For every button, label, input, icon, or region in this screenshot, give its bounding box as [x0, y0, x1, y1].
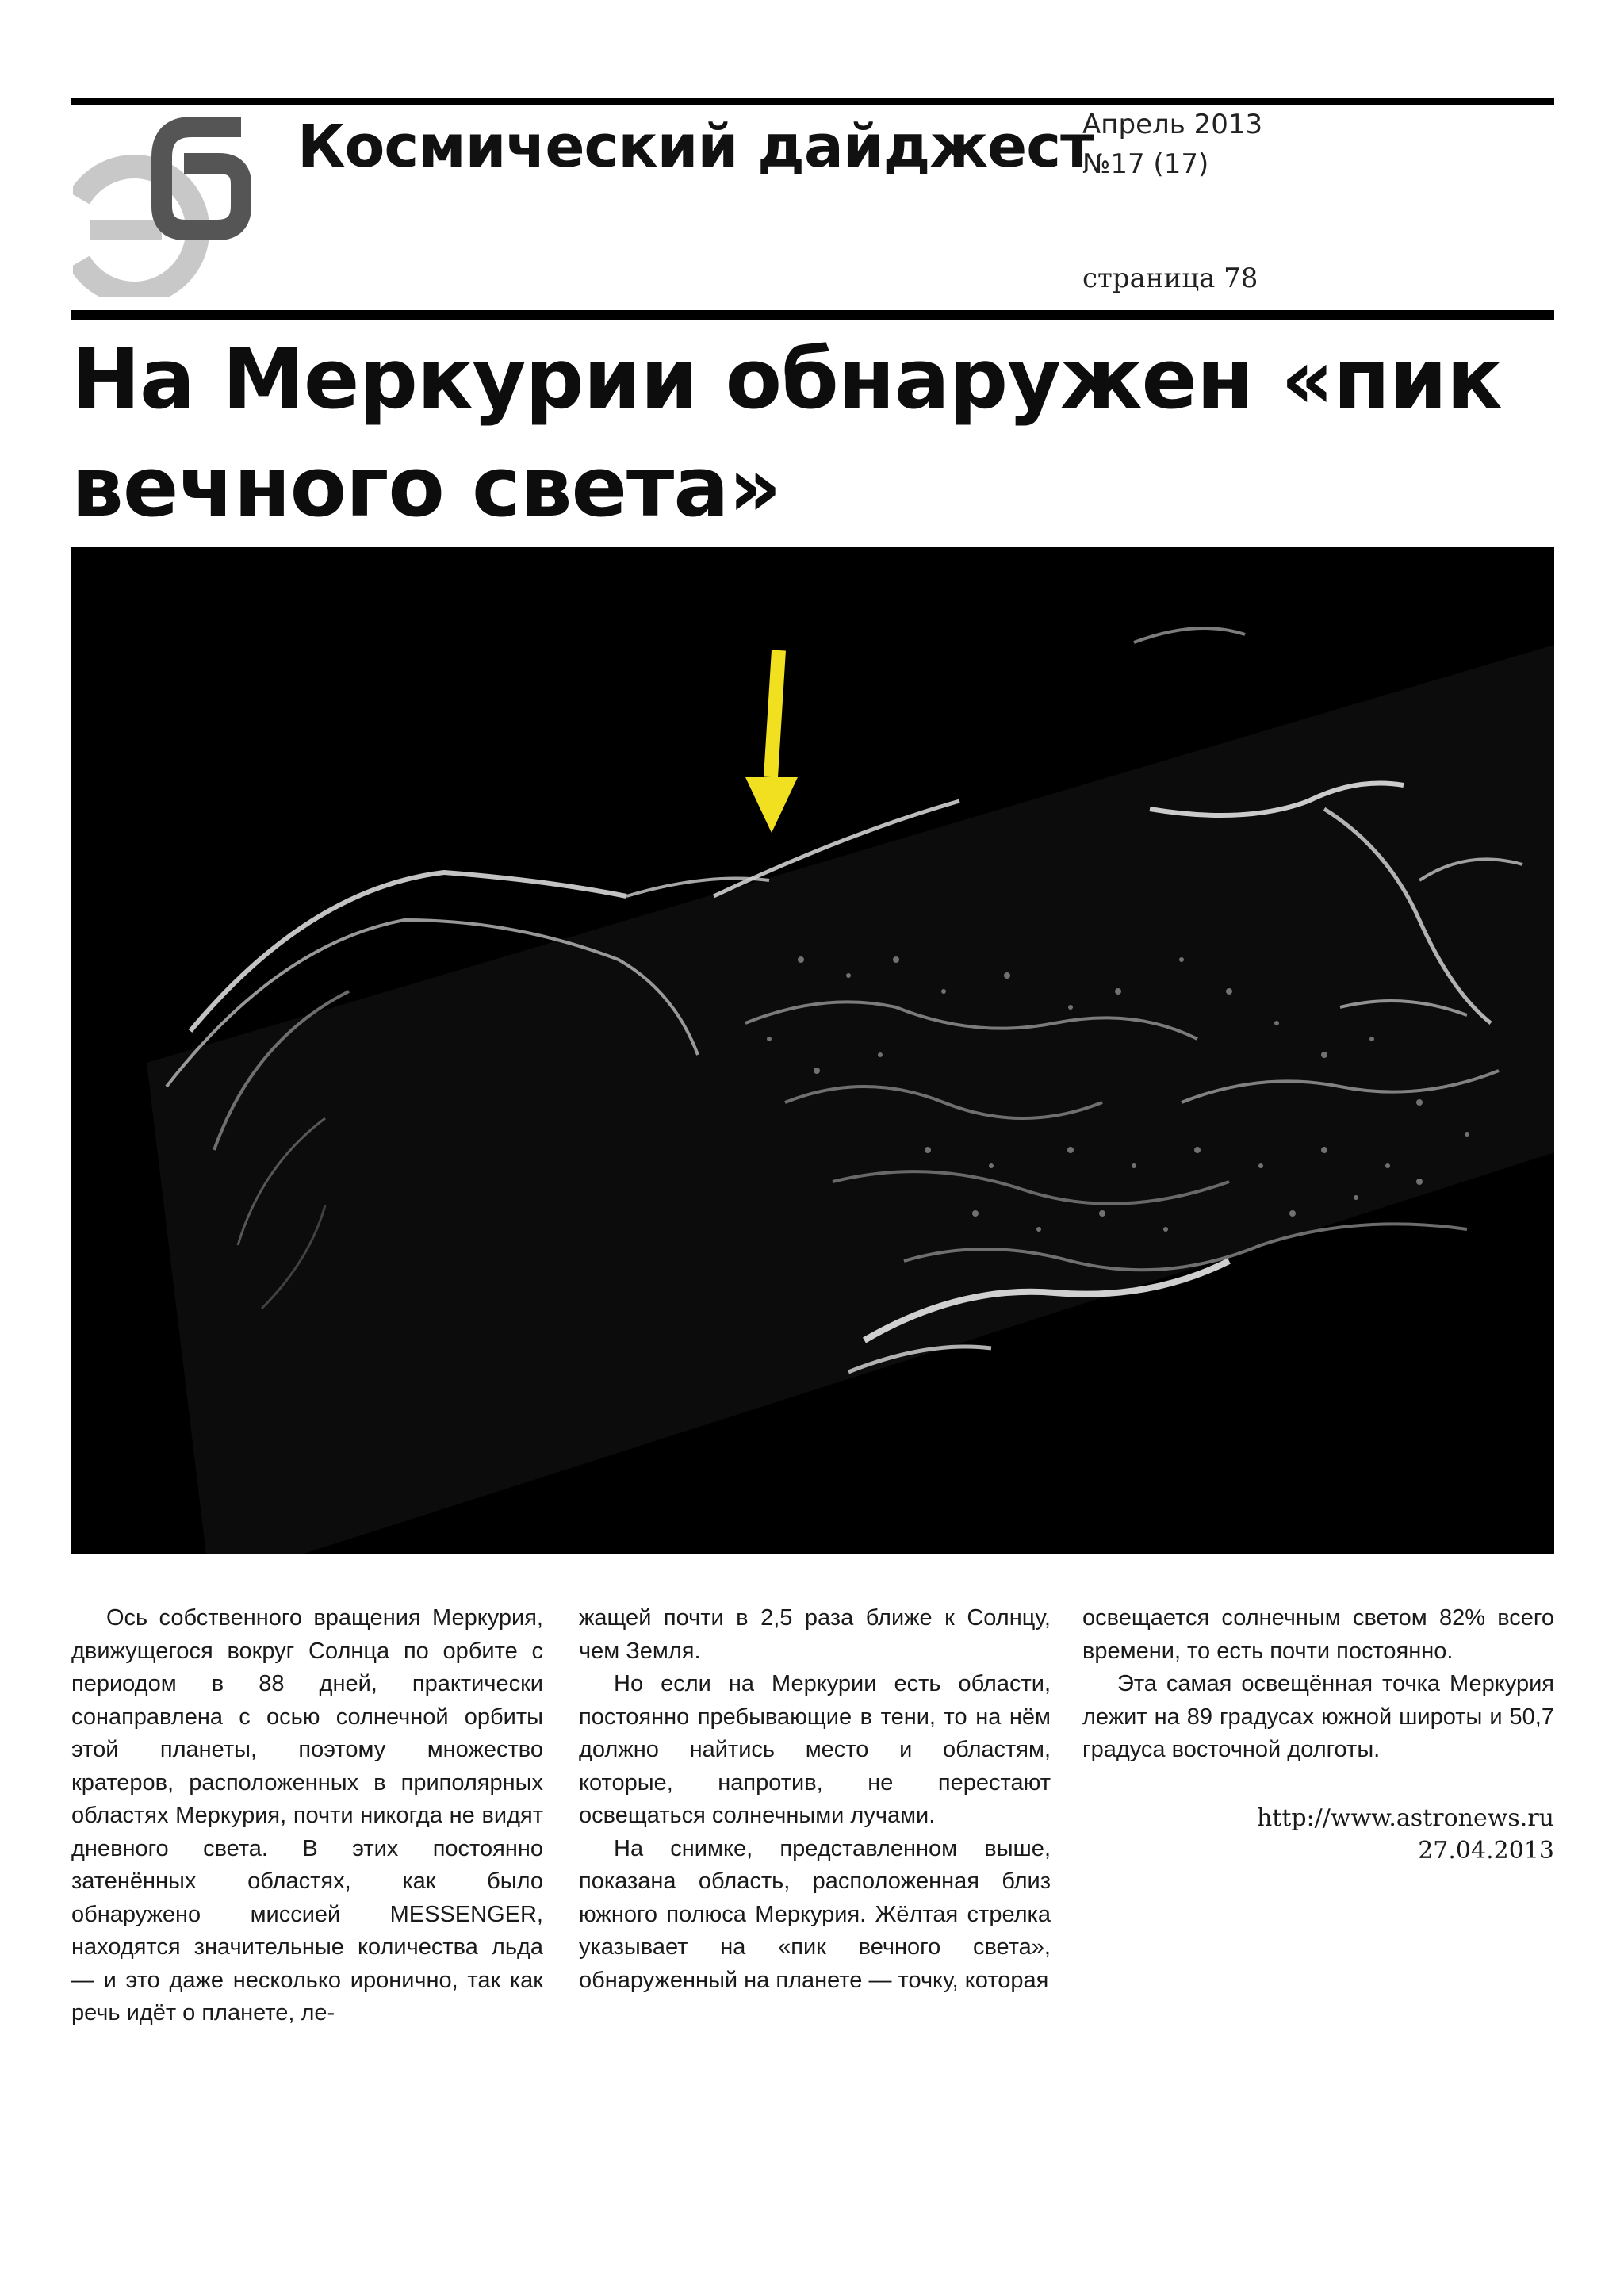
- masthead-top-rule: [71, 98, 1554, 105]
- masthead-bottom-rule: [71, 310, 1554, 320]
- mercury-south-pole-photo-icon: [71, 547, 1554, 1554]
- paragraph: Но если на Меркурии есть области, постоянно пребывающие в тени, то на нём должно найтись место и областям, которые, напротив, не перестают освещаться солнечными лучами.: [579, 1671, 1051, 1828]
- text-column-1: [71, 1602, 543, 2030]
- masthead-title: Космический дайджест: [297, 113, 1094, 181]
- source-url[interactable]: http://www.astronews.ru: [1256, 1803, 1554, 1832]
- mercury-photo: [71, 547, 1554, 1554]
- source-block: [1082, 1802, 1554, 1867]
- paragraph: На снимке, представленном выше, показана область, расположенная близ южного полюса Меркурия. Жёлтая стрелка указывает на «пик вечного света», обнаруженный на планете — точку, которая: [579, 1835, 1051, 1993]
- issue-date: Апрель 2013: [1082, 109, 1263, 140]
- issue-number: №17 (17): [1082, 148, 1209, 180]
- text-column-2: [579, 1602, 1051, 1997]
- eg-logo-icon: [73, 111, 255, 297]
- paragraph: освещается солнечным светом 82% всего времени, то есть почти постоянно.: [1082, 1605, 1554, 1664]
- text-column-3: [1082, 1602, 1554, 1867]
- paragraph: Ось собственного вращения Меркурия, движущегося вокруг Солнца по орбите с периодом в 88 дней, практически сонаправлена с осью солнечной орбиты этой планеты, поэтому множество кратеров, расположенных в приполярных областях Меркурия, почти никогда не видят дневного света. В этих постоянно затенённых областях, как было обнаружено миссией MESSENGER, находятся значительные количества льда — и это даже несколько иронично, так как речь идёт о планете, ле-: [71, 1605, 543, 2026]
- paragraph: Эта самая освещённая точка Меркурия лежит на 89 градусах южной широты и 50,7 градуса восточной долготы.: [1082, 1671, 1554, 1762]
- source-date: 27.04.2013: [1418, 1836, 1554, 1865]
- page-number: страница 78: [1082, 263, 1258, 294]
- paragraph: жащей почти в 2,5 раза ближе к Солнцу, чем Земля.: [579, 1605, 1051, 1664]
- article-headline: На Меркурии обнаружен «пик вечного света»: [71, 331, 1502, 535]
